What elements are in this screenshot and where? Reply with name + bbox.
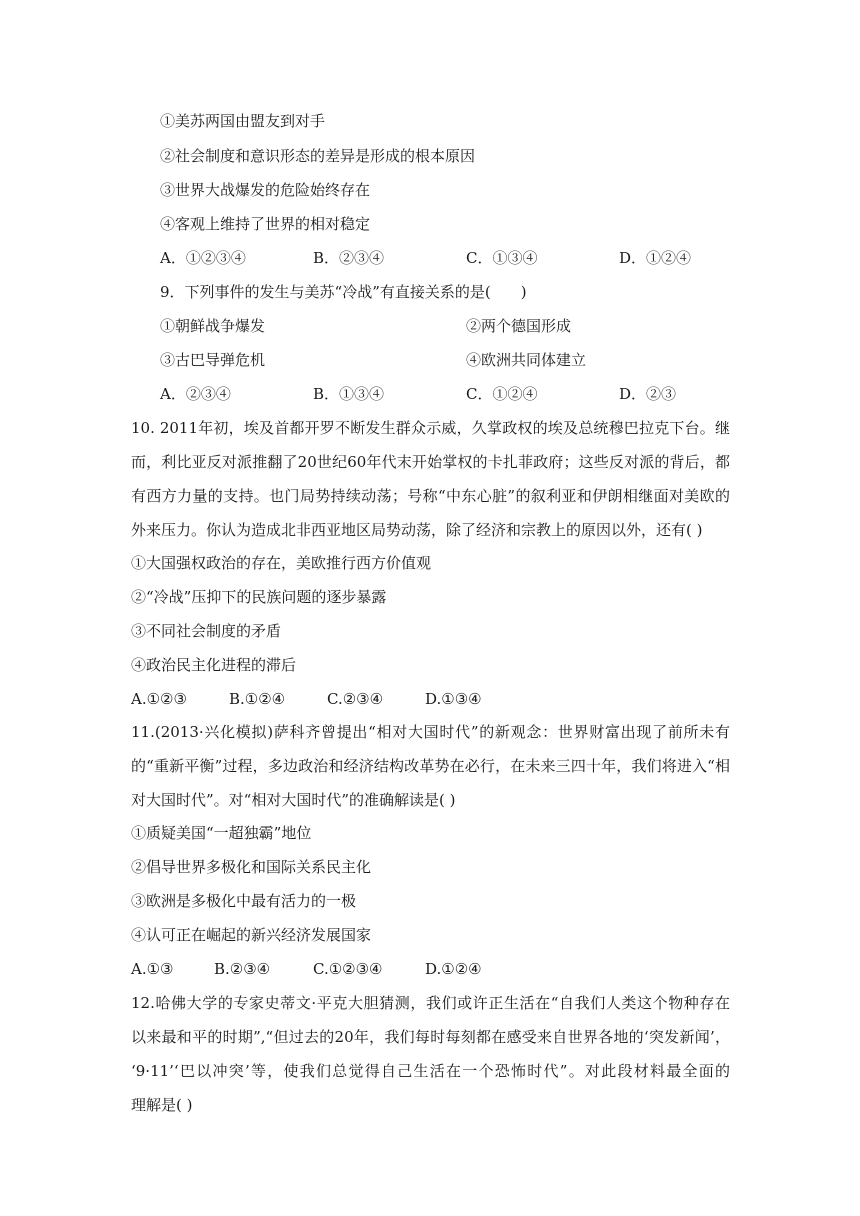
q10-item-2: ②“冷战”压抑下的民族问题的逐步暴露 [131,588,387,606]
q8-option-a: A．①②③④ [160,249,246,267]
q8-item-1: ①美苏两国由盟友到对手 [160,112,326,130]
q10-stem-line-4: 外来压力。你认为造成北非西亚地区局势动荡，除了经济和宗教上的原因以外，还有( ) [131,521,703,539]
q12-stem-line-2: 以来最和平的时期”,“但过去的20年，我们每时每刻都在感受来自世界各地的‘突发新闻’， [131,1028,730,1046]
q10-stem-line-1: 10. 2011年初，埃及首都开罗不断发生群众示威，久掌政权的埃及总统穆巴拉克下台。继 [131,419,730,437]
q11-item-4: ④认可正在崛起的新兴经济发展国家 [131,926,372,944]
q10-item-1: ①大国强权政治的存在，美欧推行西方价值观 [131,554,432,572]
q8-item-4: ④客观上维持了世界的相对稳定 [160,215,371,233]
q11-item-1: ①质疑美国“一超独霸”地位 [131,824,312,842]
q9-item-1: ①朝鲜战争爆发 [160,317,266,335]
q10-stem-line-2: 而，利比亚反对派推翻了20世纪60年代末开始掌权的卡扎菲政府；这些反对派的背后，都 [131,453,730,471]
q10-stem-line-3: 有西方力量的支持。也门局势持续动荡；号称“中东心脏”的叙利亚和伊朗相继面对美欧的 [131,487,730,505]
q9-item-3: ③古巴导弹危机 [160,351,266,369]
q11-option-a: A.①③ [131,960,174,978]
q10-option-c: C.②③④ [327,690,384,708]
q8-option-c: C．①③④ [466,249,538,267]
q12-stem-line-4: 理解是( ) [131,1096,193,1114]
q10-option-b: B.①②④ [229,690,286,708]
q8-option-d: D．①②④ [619,249,692,267]
q8-item-3: ③世界大战爆发的危险始终存在 [160,181,371,199]
q11-option-b: B.②③④ [214,960,271,978]
q11-stem-line-1: 11.(2013·兴化模拟)萨科齐曾提出“相对大国时代”的新观念：世界财富出现了前所未有 [131,723,730,741]
q12-stem-line-3: ‘9·11’‘巴以冲突’等，使我们总觉得自己生活在一个恐怖时代”。对此段材料最全面的 [131,1062,730,1080]
q10-option-d: D.①③④ [425,690,482,708]
q10-option-a: A.①②③ [131,690,187,708]
q9-item-4: ④欧洲共同体建立 [466,351,587,369]
q9-item-2: ②两个德国形成 [466,317,572,335]
q11-option-c: C.①②③④ [313,960,383,978]
q9-option-d: D．②③ [619,385,677,403]
q9-option-b: B．①③④ [313,385,385,403]
q11-item-2: ②倡导世界多极化和国际关系民主化 [131,858,372,876]
q10-item-4: ④政治民主化进程的滞后 [131,656,297,674]
q11-item-3: ③欧洲是多极化中最有活力的一极 [131,892,357,910]
q12-stem-line-1: 12.哈佛大学的专家史蒂文·平克大胆猜测，我们或许正生活在“自我们人类这个物种存在 [131,994,730,1012]
q9-option-a: A．②③④ [160,385,231,403]
q8-option-b: B．②③④ [313,249,385,267]
q11-option-d: D.①②④ [425,960,482,978]
q11-stem-line-2: 的“重新平衡”过程，多边政治和经济结构改革势在必行，在未来三四十年，我们将进入“相 [131,757,730,775]
q9-stem: 9．下列事件的发生与美苏“冷战”有直接关系的是( ) [160,283,527,301]
q8-item-2: ②社会制度和意识形态的差异是形成的根本原因 [160,147,476,165]
q11-stem-line-3: 对大国时代”。对“相对大国时代”的准确解读是( ) [131,791,456,809]
q9-option-c: C．①②④ [466,385,538,403]
q10-item-3: ③不同社会制度的矛盾 [131,622,282,640]
